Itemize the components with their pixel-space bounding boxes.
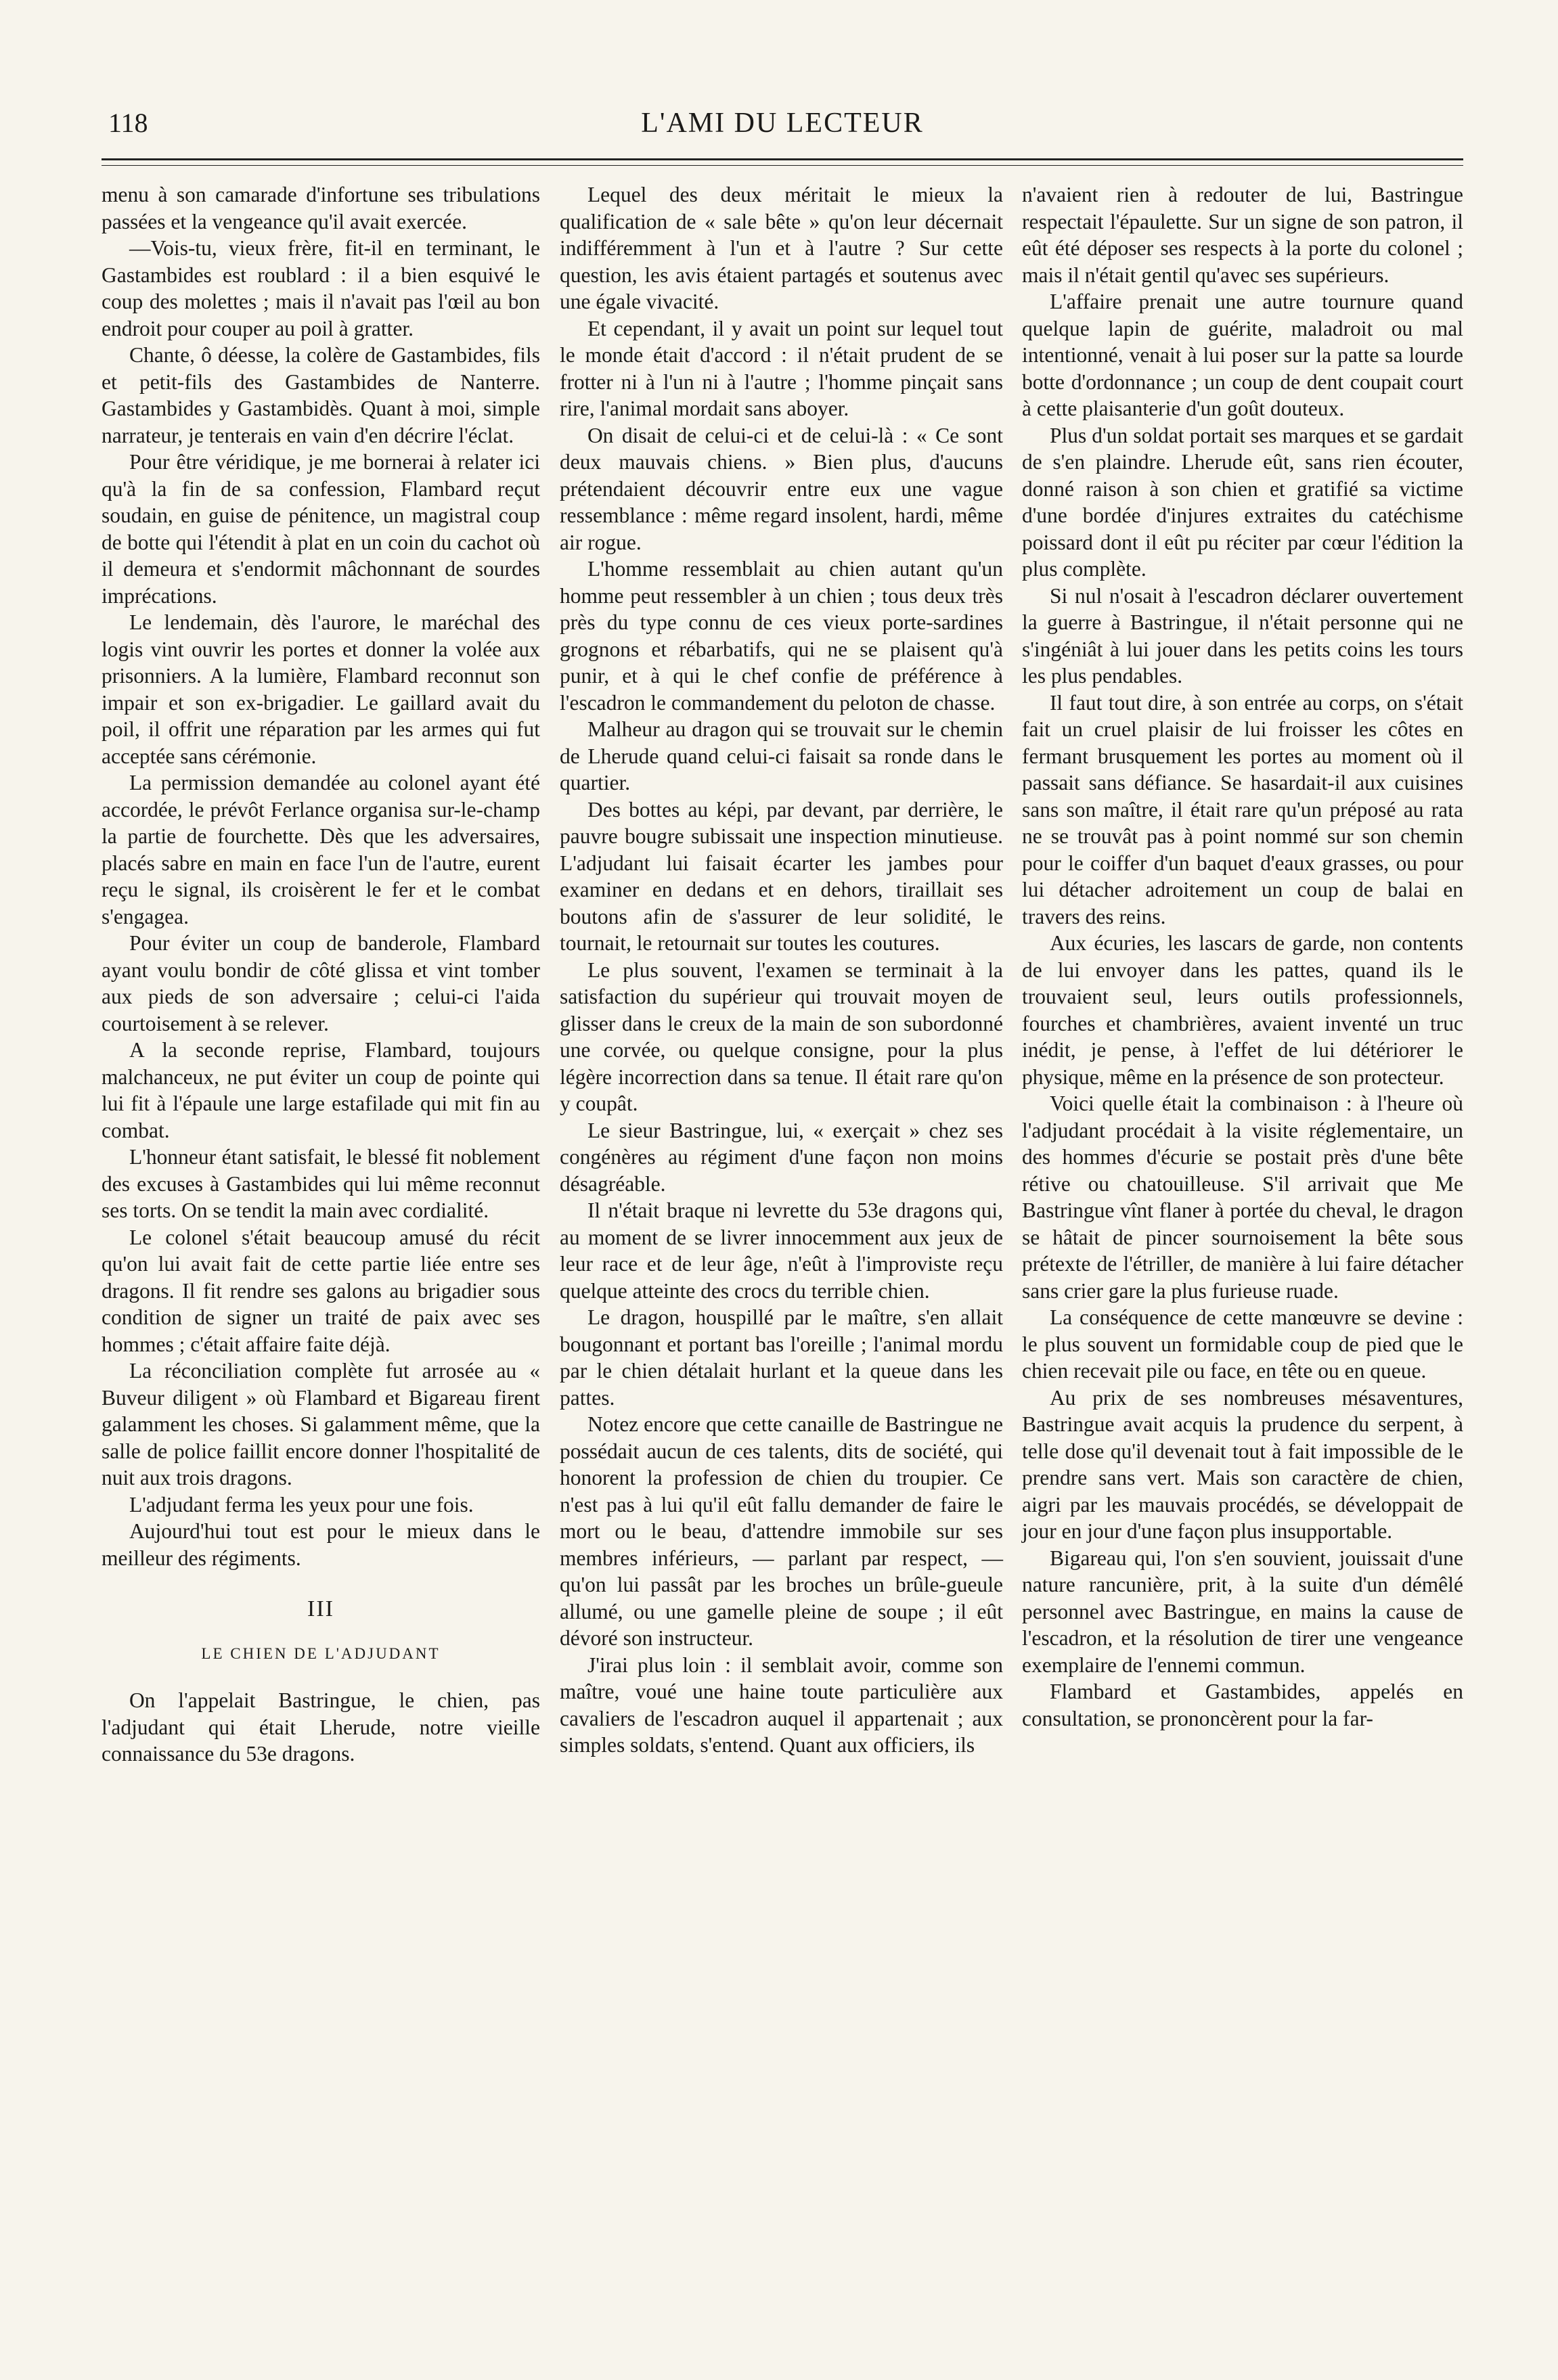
section-number: III: [307, 1596, 334, 1621]
column-1-paragraphs: [102, 181, 540, 1571]
running-title: L'AMI DU LECTEUR: [641, 108, 924, 139]
paragraph: Aujourd'hui tout est pour le mieux dans le meilleur des régiments.: [102, 1519, 540, 1570]
paragraph: Le lendemain, dès l'aurore, le maréchal des logis vint ouvrir les portes et donner la volée aux prisonniers. A la lumière, Flambard reconnut son impair et son ex-brigadier. Le gaillard avait du poil, il offrit une réparation par les armes qui fut acceptée sans cérémonie.: [102, 610, 540, 768]
paragraph: La réconciliation complète fut arrosée au « Buveur diligent » où Flambard et Bigareau firent galamment les choses. Si galamment même, que la salle de police faillit encore donner l'hospitalité de nuit aux trois dragons.: [102, 1359, 540, 1489]
page-header: [102, 107, 1463, 148]
paragraph: Plus d'un soldat portait ses marques et se gardait de s'en plaindre. Lherude eût, sans rien écouter, donné raison à son chien et gratifié sa victime d'une bordée d'injures extraites du catéchisme poissard dont il eût pu réciter par cœur l'édition la plus complète.: [1022, 423, 1463, 581]
page-number: 118: [108, 108, 148, 138]
paragraph: La permission demandée au colonel ayant été accordée, le prévôt Ferlance organisa sur-le-champ la partie de fourchette. Dès que les adversaires, placés sabre en main en face l'un de l'autre, eurent reçu le signal, ils croisèrent le fer et le combat s'engagea.: [102, 771, 540, 928]
paragraph: Si nul n'osait à l'escadron déclarer ouvertement la guerre à Bastringue, il n'était personne qui ne s'ingéniât à lui jouer dans les petits coins les tours les plus pendables.: [1022, 583, 1463, 688]
paragraph: Bigareau qui, l'on s'en souvient, jouissait d'une nature rancunière, prit, à la suite d'un démêlé personnel avec Bastringue, en mains la cause de l'escadron, et la résolution de tirer une vengeance exemplaire de l'ennemi commun.: [1022, 1546, 1463, 1677]
paragraph: Des bottes au képi, par devant, par derrière, le pauvre bougre subissait une inspection minutieuse. L'adjudant lui faisait écarter les jambes pour examiner en dedans et en dehors, tiraillait ses boutons afin de s'assurer de leur solidité, le tournait, le retournait sur toutes les coutures.: [560, 797, 1003, 955]
paragraph: n'avaient rien à redouter de lui, Bastringue respectait l'épaulette. Sur un signe de son patron, il eût été déposer ses respects à la porte du colonel ; mais il n'était gentil qu'avec ses supérieurs.: [1022, 183, 1463, 287]
paragraph: L'honneur étant satisfait, le blessé fit noblement des excuses à Gastambides qui lui même reconnut ses torts. On se tendit la main avec cordialité.: [102, 1145, 540, 1222]
paragraph: Flambard et Gastambides, appelés en consultation, se prononcèrent pour la far-: [1022, 1680, 1463, 1730]
paragraph: Et cependant, il y avait un point sur lequel tout le monde était d'accord : il n'était prudent de se frotter ni à l'un ni à l'autre ; l'homme pinçait sans rire, l'animal mordait sans aboyer.: [560, 316, 1003, 420]
paragraph: menu à son camarade d'infortune ses tribulations passées et la vengeance qu'il avait exercée.: [102, 183, 540, 233]
paragraph: Malheur au dragon qui se trouvait sur le chemin de Lherude quand celui-ci faisait sa ronde dans le quartier.: [560, 717, 1003, 794]
paragraph: Le colonel s'était beaucoup amusé du récit qu'on lui avait fait de cette partie liée entre ses dragons. Il fit rendre ses galons au brigadier sous condition de signer un traité de paix avec ses hommes ; c'était affaire faite déjà.: [102, 1225, 540, 1356]
paragraph: L'adjudant ferma les yeux pour une fois.: [129, 1492, 474, 1517]
paragraph: La conséquence de cette manœuvre se devine : le plus souvent un formidable coup de pied que le chien recevait pile ou face, en tête ou en queue.: [1022, 1305, 1463, 1383]
paragraph: Au prix de ses nombreuses mésaventures, Bastringue avait acquis la prudence du serpent, à telle dose qu'il devenait tout à fait impossible de le prendre sans vert. Mais son caractère de chien, aigri par les mauvais procédés, se développait de jour en jour d'une façon plus insupportable.: [1022, 1385, 1463, 1543]
paragraph: J'irai plus loin : il semblait avoir, comme son maître, voué une haine toute particulière aux cavaliers de l'escadron auquel il appartenait ; aux simples soldats, s'entend. Quant aux officiers, ils: [560, 1653, 1003, 1757]
paragraph: Lequel des deux méritait le mieux la qualification de « sale bête » qu'on leur décernait indifféremment à l'un et à l'autre ? Sur cette question, les avis étaient partagés et soutenus avec une égale vivacité.: [560, 183, 1003, 313]
paragraph: On disait de celui-ci et de celui-là : « Ce sont deux mauvais chiens. » Bien plus, d'aucuns prétendaient découvrir entre eux une vague ressemblance : même regard insolent, hardi, même air rogue.: [560, 423, 1003, 554]
text-column-1: [102, 181, 540, 1768]
column-2-paragraphs: [560, 181, 1003, 1759]
text-column-3: [1022, 181, 1463, 1732]
paragraph: —Vois-tu, vieux frère, fit-il en terminant, le Gastambides est roublard : il a bien esquivé le coup des molettes ; mais il n'avait pas l'œil au bon endroit pour couper au poil à gratter.: [102, 236, 540, 340]
paragraph: Il n'était braque ni levrette du 53e dragons qui, au moment de se livrer innocemment aux jeux de leur race et de leur âge, n'eût à l'improviste reçu quelque atteinte des crocs du terrible chien.: [560, 1198, 1003, 1303]
paragraph: L'affaire prenait une autre tournure quand quelque lapin de guérite, maladroit ou mal intentionné, venait à lui poser sur la patte sa lourde botte d'ordonnance ; un coup de dent coupait court à cette plaisanterie d'un goût douteux.: [1022, 290, 1463, 420]
paragraph: A la seconde reprise, Flambard, toujours malchanceux, ne put éviter un coup de pointe qui lui fit à l'épaule une large estafilade qui mit fin au combat.: [102, 1038, 540, 1142]
column-3-paragraphs: [1022, 181, 1463, 1732]
paragraph: Pour éviter un coup de banderole, Flambard ayant voulu bondir de côté glissa et vint tomber aux pieds de son adversaire ; celui-ci l'aida courtoisement à se relever.: [102, 931, 540, 1035]
section-title: LE CHIEN DE L'ADJUDANT: [201, 1644, 441, 1662]
paragraph: Le plus souvent, l'examen se terminait à la satisfaction du supérieur qui trouvait moyen de glisser dans le creux de la main de son subordonné une corvée, ou quelque consigne, pour la plus légère incorrection dans sa tenue. Il était rare qu'on y coupât.: [560, 958, 1003, 1115]
paragraph: Le dragon, houspillé par le maître, s'en allait bougonnant et portant bas l'oreille ; l'animal mordu par le chien détalait hurlant et la queue dans les pattes.: [560, 1305, 1003, 1410]
paragraph: Voici quelle était la combinaison : à l'heure où l'adjudant procédait à la visite réglementaire, un des hommes d'écurie se postait près d'une bête rétive ou chatouilleuse. S'il arrivait que Me Bastringue vînt flaner à portée du cheval, le dragon se hâtait de pincer sournoisement la bête sous prétexte de l'étriller, de manière à lui faire détacher sans crier gare la plus furieuse ruade.: [1022, 1092, 1463, 1303]
paragraph: Il faut tout dire, à son entrée au corps, on s'était fait un cruel plaisir de lui froisser les côtes en fermant brusquement les portes au moment où il passait sans défiance. Se hasardait-il aux cuisines sans son maître, il était rare qu'un préposé au rata ne se trouvât pas à point nommé sur son chemin pour le coiffer d'un baquet d'eaux grasses, ou pour lui détacher adroitement un coup de balai en travers des reins.: [1022, 690, 1463, 928]
paragraph: On l'appelait Bastringue, le chien, pas l'adjudant qui était Lherude, notre vieille connaissance du 53e dragons.: [102, 1688, 540, 1766]
text-column-2: [560, 181, 1003, 1759]
paragraph: Aux écuries, les lascars de garde, non contents de lui envoyer dans les pattes, quand ils le trouvaient seul, leurs outils professionnels, fourches et chambrières, avaient inventé un truc inédit, je pense, à l'effet de lui détériorer le physique, même en la présence de son protecteur.: [1022, 931, 1463, 1089]
paragraph: L'homme ressemblait au chien autant qu'un homme peut ressembler à un chien ; tous deux très près du type connu de ces vieux porte-sardines grognons et rébarbatifs, qui ne se plaisent qu'à punir, et à qui le chef confie de préférence à l'escadron le commandement du peloton de chasse.: [560, 557, 1003, 715]
paragraph: Le sieur Bastringue, lui, « exerçait » chez ses congénères au régiment d'une façon non moins désagréable.: [560, 1118, 1003, 1196]
paragraph: Notez encore que cette canaille de Bastringue ne possédait aucun de ces talents, dits de société, qui honorent la profession de chien du troupier. Ce n'est pas à lui qu'il eût fallu demander de faire le mort ou le beau, d'attendre immobile sur ses membres inférieurs, — parlant par respect, — qu'on lui passât par les broches un brûle-gueule allumé, ou une gamelle pleine de soupe ; il eût dévoré son instructeur.: [560, 1412, 1003, 1650]
column-1-section-paragraphs: [102, 1687, 540, 1768]
paragraph: Chante, ô déesse, la colère de Gastambides, fils et petit-fils des Gastambides de Nanterre. Gastambides y Gastambidès. Quant à moi, simple narrateur, je tenterais en vain d'en décrire l'éclat.: [102, 343, 540, 447]
header-rule-thick: [102, 158, 1463, 160]
paragraph: Pour être véridique, je me bornerai à relater ici qu'à la fin de sa confession, Flambard reçut soudain, en guise de pénitence, un magistral coup de botte qui l'étendit à plat en un coin du cachot où il demeura et s'endormit mâchonnant de sourdes imprécations.: [102, 450, 540, 608]
header-rule-thin: [102, 165, 1463, 166]
